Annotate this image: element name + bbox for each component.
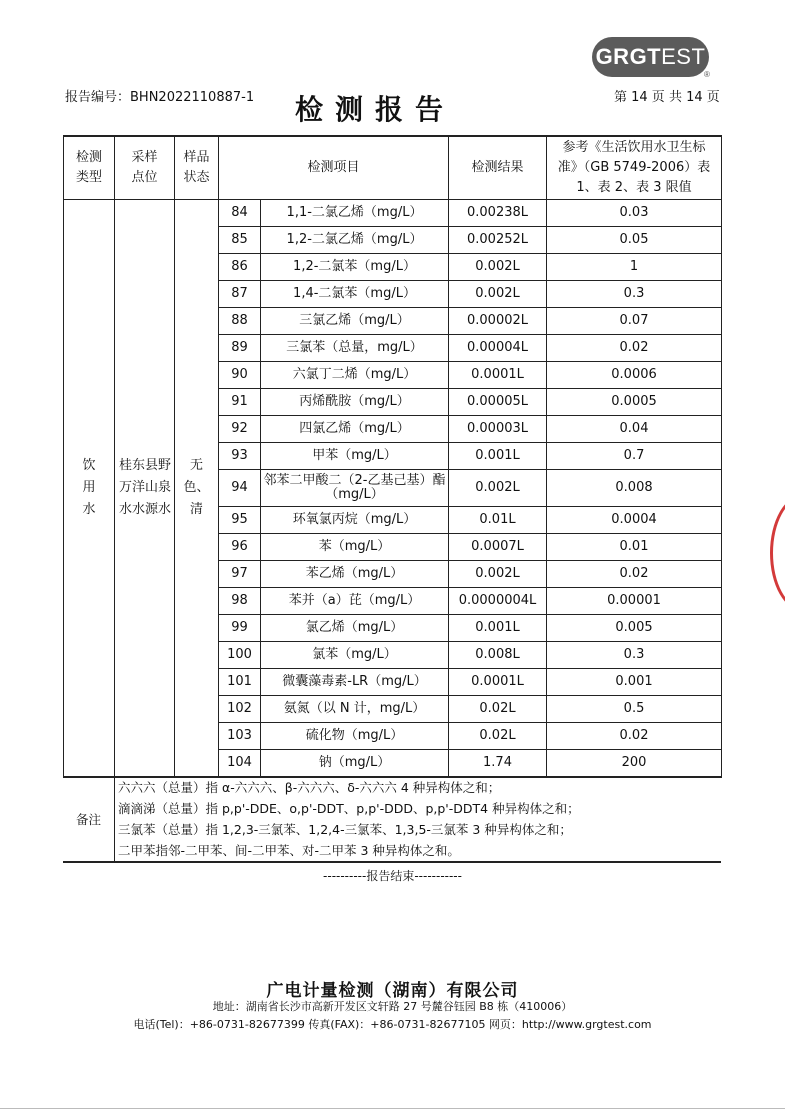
bottom-divider <box>0 1108 785 1109</box>
row-number: 95 <box>219 507 261 534</box>
row-item: 苯并（a）芘（mg/L） <box>261 588 449 615</box>
row-number: 84 <box>219 200 261 227</box>
note-line: 滴滴涕（总量）指 p,p'-DDE、o,p'-DDT、p,p'-DDD、p,p'-DDT4 种异构体之和； <box>118 801 580 816</box>
row-result: 0.0001L <box>449 669 547 696</box>
note-line: 三氯苯（总量）指 1,2,3-三氯苯、1,2,4-三氯苯、1,3,5-三氯苯 3 种异构体之和； <box>118 822 572 837</box>
row-limit: 0.03 <box>547 200 722 227</box>
row-item: 1,1-二氯乙烯（mg/L） <box>261 200 449 227</box>
row-item: 苯（mg/L） <box>261 534 449 561</box>
row-limit: 0.02 <box>547 723 722 750</box>
row-result: 0.002L <box>449 561 547 588</box>
row-limit: 0.3 <box>547 642 722 669</box>
row-result: 0.00004L <box>449 335 547 362</box>
row-item: 1,2-二氯苯（mg/L） <box>261 254 449 281</box>
row-limit: 0.05 <box>547 227 722 254</box>
footer-address: 地址：湖南省长沙市高新开发区文轩路 27 号麓谷钰园 B8 栋（410006） <box>212 1000 573 1013</box>
row-limit: 0.04 <box>547 416 722 443</box>
note-line: 二甲苯指邻-二甲苯、间-二甲苯、对-二甲苯 3 种异构体之和。 <box>118 843 460 858</box>
notes-content <box>115 777 722 862</box>
logo-thin-text: EST <box>661 44 706 69</box>
row-item: 1,2-二氯乙烯（mg/L） <box>261 227 449 254</box>
row-number: 101 <box>219 669 261 696</box>
row-item: 六氯丁二烯（mg/L） <box>261 362 449 389</box>
row-limit: 0.001 <box>547 669 722 696</box>
row-limit: 0.5 <box>547 696 722 723</box>
row-number: 93 <box>219 443 261 470</box>
results-table <box>63 135 722 778</box>
row-number: 102 <box>219 696 261 723</box>
row-item: 微囊藻毒素-LR（mg/L） <box>261 669 449 696</box>
row-number: 92 <box>219 416 261 443</box>
row-result: 0.02L <box>449 696 547 723</box>
row-limit: 0.7 <box>547 443 722 470</box>
row-limit: 0.02 <box>547 335 722 362</box>
row-result: 0.00003L <box>449 416 547 443</box>
row-result: 0.001L <box>449 443 547 470</box>
row-number: 100 <box>219 642 261 669</box>
row-item: 甲苯（mg/L） <box>261 443 449 470</box>
location-cell: 桂东县野万洋山泉水水源水 <box>115 200 175 778</box>
header-result: 检测结果 <box>449 136 547 200</box>
header-limit: 参考《生活饮用水卫生标准》（GB 5749-2006）表 1、表 2、表 3 限值 <box>547 136 722 200</box>
row-number: 89 <box>219 335 261 362</box>
row-limit: 0.0004 <box>547 507 722 534</box>
row-result: 0.002L <box>449 281 547 308</box>
page-title: 检测报告 <box>294 93 455 126</box>
row-number: 97 <box>219 561 261 588</box>
table-row <box>64 200 722 227</box>
row-result: 0.001L <box>449 615 547 642</box>
row-item: 三氯苯（总量，mg/L） <box>261 335 449 362</box>
logo-bold-text: GRGT <box>595 44 662 69</box>
row-number: 104 <box>219 750 261 778</box>
page-indicator: 第 14 页 共 14 页 <box>614 90 720 105</box>
report-number-value: BHN2022110887-1 <box>130 90 255 105</box>
row-limit: 0.02 <box>547 561 722 588</box>
row-limit: 0.0006 <box>547 362 722 389</box>
row-item: 氯乙烯（mg/L） <box>261 615 449 642</box>
table-header-row <box>64 136 722 200</box>
note-line: 六六六（总量）指 α-六六六、β-六六六、δ-六六六 4 种异构体之和； <box>118 780 501 795</box>
footer-contact: 电话(Tel)：+86-0731-82677399 传真(FAX)：+86-0731-82677105 网页：http://www.grgtest.com <box>133 1018 652 1031</box>
footer-company: 广电计量检测（湖南）有限公司 <box>266 981 519 1001</box>
row-limit: 0.07 <box>547 308 722 335</box>
type-cell: 饮用水 <box>64 200 115 778</box>
row-item: 硫化物（mg/L） <box>261 723 449 750</box>
row-number: 91 <box>219 389 261 416</box>
row-number: 88 <box>219 308 261 335</box>
row-item: 氨氮（以 N 计，mg/L） <box>261 696 449 723</box>
row-item: 苯乙烯（mg/L） <box>261 561 449 588</box>
row-number: 103 <box>219 723 261 750</box>
row-number: 87 <box>219 281 261 308</box>
row-limit: 0.008 <box>547 470 722 507</box>
row-result: 1.74 <box>449 750 547 778</box>
row-item: 邻苯二甲酸二（2-乙基己基）酯（mg/L） <box>261 470 449 507</box>
row-result: 0.00002L <box>449 308 547 335</box>
row-number: 86 <box>219 254 261 281</box>
row-limit: 0.3 <box>547 281 722 308</box>
row-limit: 0.01 <box>547 534 722 561</box>
report-number-label: 报告编号： <box>65 90 131 105</box>
row-number: 94 <box>219 470 261 507</box>
row-number: 96 <box>219 534 261 561</box>
row-limit: 0.00001 <box>547 588 722 615</box>
row-result: 0.0007L <box>449 534 547 561</box>
row-result: 0.00252L <box>449 227 547 254</box>
notes-label: 备注 <box>63 777 115 862</box>
row-item: 环氧氯丙烷（mg/L） <box>261 507 449 534</box>
header-state: 样品状态 <box>175 136 219 200</box>
header-location: 采样点位 <box>115 136 175 200</box>
state-cell: 无色、清 <box>175 200 219 778</box>
row-number: 98 <box>219 588 261 615</box>
row-limit: 200 <box>547 750 722 778</box>
row-item: 四氯乙烯（mg/L） <box>261 416 449 443</box>
row-result: 0.002L <box>449 470 547 507</box>
row-limit: 0.005 <box>547 615 722 642</box>
row-number: 85 <box>219 227 261 254</box>
notes-table <box>63 777 721 863</box>
row-limit: 0.0005 <box>547 389 722 416</box>
report-end-marker: ----------报告结束----------- <box>323 869 462 883</box>
header-item: 检测项目 <box>219 136 449 200</box>
row-number: 99 <box>219 615 261 642</box>
row-result: 0.00005L <box>449 389 547 416</box>
row-item: 三氯乙烯（mg/L） <box>261 308 449 335</box>
row-result: 0.0001L <box>449 362 547 389</box>
row-result: 0.0000004L <box>449 588 547 615</box>
row-result: 0.01L <box>449 507 547 534</box>
company-logo <box>592 37 709 77</box>
red-stamp-seal <box>770 495 785 611</box>
registered-mark: ® <box>704 70 710 79</box>
row-item: 丙烯酰胺（mg/L） <box>261 389 449 416</box>
header-type: 检测类型 <box>64 136 115 200</box>
row-item: 钠（mg/L） <box>261 750 449 778</box>
row-result: 0.002L <box>449 254 547 281</box>
row-result: 0.00238L <box>449 200 547 227</box>
report-number <box>65 86 254 105</box>
row-result: 0.02L <box>449 723 547 750</box>
row-item: 氯苯（mg/L） <box>261 642 449 669</box>
row-result: 0.008L <box>449 642 547 669</box>
row-item: 1,4-二氯苯（mg/L） <box>261 281 449 308</box>
row-number: 90 <box>219 362 261 389</box>
row-limit: 1 <box>547 254 722 281</box>
